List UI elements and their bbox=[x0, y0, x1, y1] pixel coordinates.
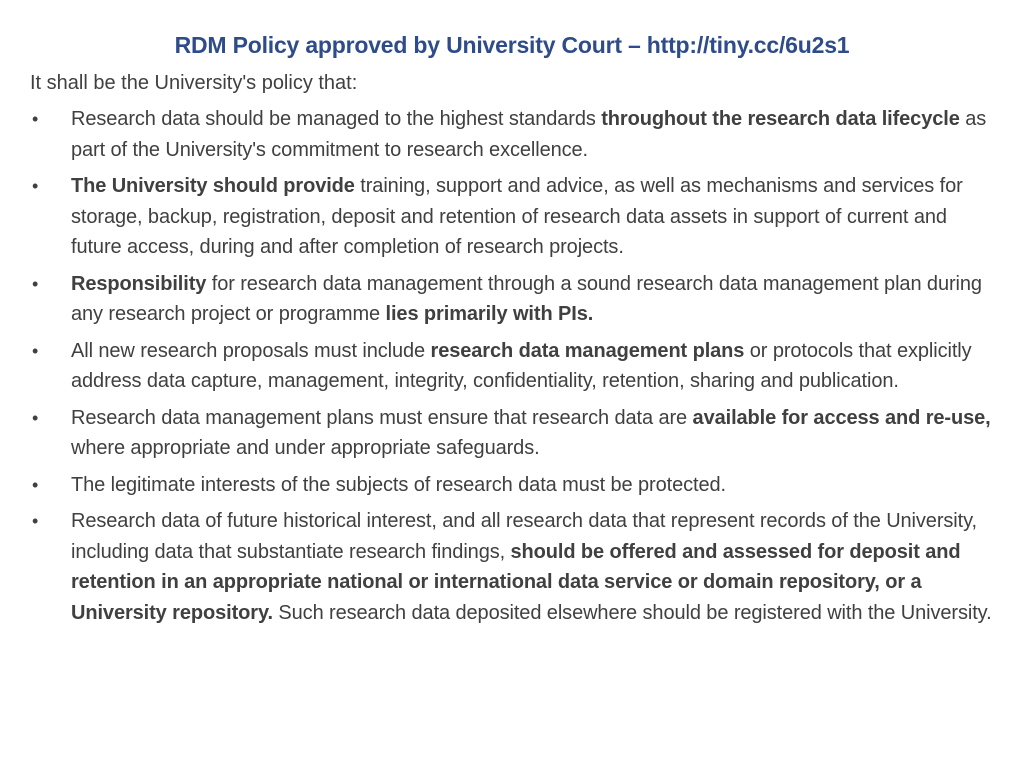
bullet-icon: • bbox=[32, 407, 39, 428]
bullet-icon: • bbox=[32, 340, 39, 361]
bullet-emphasis-text: Responsibility bbox=[71, 272, 207, 295]
bullet-emphasis-text: throughout the research data lifecycle bbox=[601, 108, 960, 130]
bullet-text: Research data management plans must ensure that research data are bbox=[71, 406, 693, 429]
bullet-icon: • bbox=[32, 511, 39, 531]
bullet-text: as part of the University's commitment to research excellence. bbox=[71, 108, 987, 161]
bullet-text: Such research data deposited elsewhere should be registered with the University. bbox=[272, 601, 992, 624]
bullet-emphasis-text: research data management plans bbox=[430, 339, 745, 362]
bullet-text: All new research proposals must include bbox=[71, 339, 431, 362]
bullet-emphasis-text: lies primarily with PIs. bbox=[385, 303, 594, 325]
bullet-text: Research data should be managed to the highest standards bbox=[71, 108, 602, 130]
bullet-icon: • bbox=[32, 474, 39, 495]
bullet-icon: • bbox=[32, 273, 39, 294]
policy-bullet-list bbox=[30, 104, 994, 628]
policy-bullet-item bbox=[30, 470, 994, 501]
bullet-text: training, support and advice, as well as mechanisms and services for storage, backup, registration, deposit and retention of research data assets in support of current and future access, during and after completion of research projects. bbox=[71, 175, 963, 258]
bullet-icon: • bbox=[32, 109, 39, 129]
bullet-emphasis-text: should be offered and assessed for deposit and retention in an appropriate national or international data service or domain repository, or a University repository. bbox=[71, 540, 961, 624]
policy-bullet-item bbox=[30, 269, 994, 330]
bullet-text: for research data management through a sound research data management plan during any research project or programme bbox=[71, 272, 982, 325]
bullet-emphasis-text: available for access and re-use, bbox=[692, 406, 991, 429]
policy-bullet-item bbox=[30, 171, 994, 263]
bullet-emphasis-text: The University should provide bbox=[71, 175, 355, 197]
bullet-text: The legitimate interests of the subjects of research data must be protected. bbox=[71, 473, 726, 496]
policy-bullet-item bbox=[30, 403, 994, 464]
bullet-text: or protocols that explicitly address data capture, management, integrity, confidentiality, retention, sharing and publication. bbox=[71, 339, 972, 392]
policy-bullet-item bbox=[30, 506, 994, 628]
intro-text: It shall be the University's policy that: bbox=[30, 72, 358, 94]
policy-bullet-item bbox=[30, 104, 994, 165]
bullet-icon: • bbox=[32, 176, 39, 196]
slide-title: RDM Policy approved by University Court – http://tiny.cc/6u2s1 bbox=[174, 32, 850, 58]
bullet-text: Research data of future historical interest, and all research data that represent records of the University, including data that substantiate research findings, bbox=[71, 510, 977, 563]
bullet-text: where appropriate and under appropriate safeguards. bbox=[71, 437, 540, 459]
policy-bullet-item bbox=[30, 336, 994, 397]
